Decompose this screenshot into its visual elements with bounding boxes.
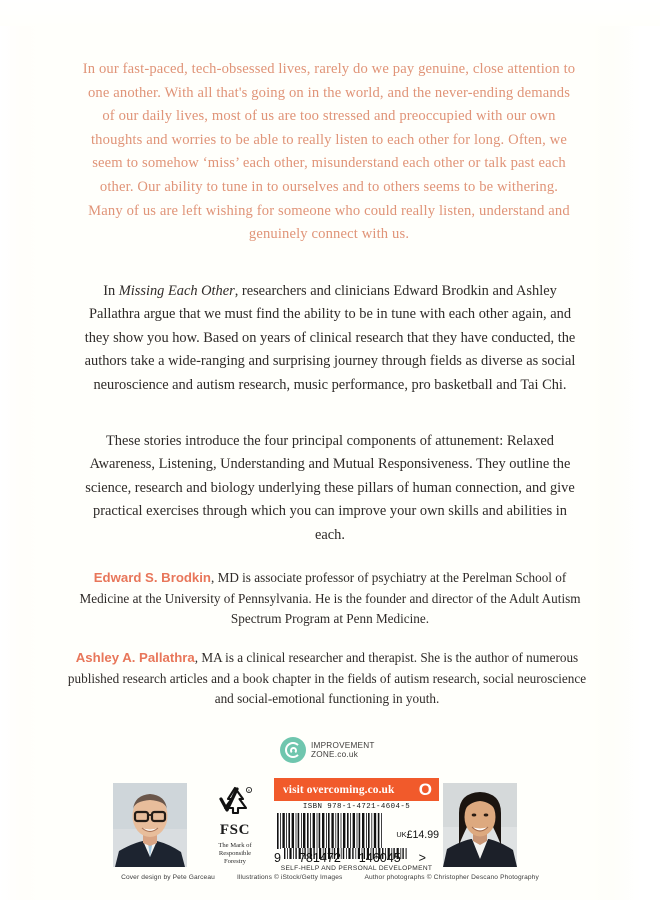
fsc-tagline-line2: Responsible [218,850,252,858]
author-bio-text-brodkin: , MD is associate professor of psychiatry at the Perelman School of Medicine at the University of Pennsylvania. He is the founder and director of the Adult Autism Spectrum Program at Penn Medicine. [79,570,581,627]
paragraph-2-rest: , researchers and clinicians Edward Brodkin and Ashley Pallathra argue that we must find the ability to be in tune with each other again, and they show you how. Based on years of clinical research that they have conducted, the authors take a wide-ranging and surprising journey through fields as diverse as social neuroscience and autism research, music performance, pro basketball and Tai Chi. [84,283,576,393]
improvement-zone-logo [280,737,375,763]
fsc-tagline [206,842,264,867]
lead-blurb-paragraph: In our fast-paced, tech-obsessed lives, rarely do we pay genuine, close attention to one another. With all that's going on in the world, and the never-ending demands of our daily lives, most of us are too stressed and preoccupied with our own thoughts and worries to be able to really listen to each other for long. Often, we seem to somehow ‘miss’ each other, misunderstand each other or talk past each other. Our ability to tune in to ourselves and to others seems to be withering. Many of us are left wishing for someone who could really listen, understand and genuinely connect with us. [82,61,576,243]
paragraph-2-lead-in: In [103,283,119,299]
improvement-zone-line1: IMPROVEMENT [311,740,375,750]
author-name-brodkin: Edward S. Brodkin [93,570,211,585]
overcoming-logo-icon: O [418,780,432,799]
spiral-circle-icon [280,737,306,763]
barcode-bars-row [274,813,439,849]
ean-row [274,848,439,865]
ean-suffix: > [418,851,426,865]
book-title-italic: Missing Each Other [118,283,235,299]
fsc-wordmark: FSC [219,822,251,838]
author-photo-pallathra-image [443,783,517,867]
price-amount: £14.99 [406,829,439,841]
visit-website-banner[interactable] [274,778,439,801]
fsc-tagline-line3: Forestry [224,858,246,866]
author-photo-brodkin-image [113,783,187,867]
book-category-label: SELF-HELP AND PERSONAL DEVELOPMENT [280,865,433,872]
ean-prefix-digit: 9 [274,851,282,865]
fsc-logo [206,786,264,867]
author-name-pallathra: Ashley A. Pallathra [75,650,195,665]
visit-website-text: visit overcoming.co.uk [283,783,395,796]
credit-illustrations: Illustrations © iStock/Getty Images [236,874,343,881]
price-label [396,829,439,841]
isbn-text: ISBN 978-1-4721-4604-5 [302,803,411,811]
barcode-block [274,803,439,872]
fsc-tagline-line1: The Mark of [218,842,252,849]
author-photo-pallathra [443,783,517,867]
author-bio-pallathra [62,648,592,710]
credit-author-photos: Author photographs © Christopher Descano Photography [364,874,539,881]
ean-group-2: 146045 [358,851,401,865]
isbn-barcode-icon [276,813,384,849]
improvement-zone-wordmark [311,741,375,760]
credits-line [60,874,600,881]
author-photo-brodkin [113,783,187,867]
price-currency-region: UK [396,830,407,839]
credit-cover-design: Cover design by Pete Garceau [121,874,215,881]
author-bio-brodkin [76,568,584,630]
blurb-paragraph-2 [84,280,576,397]
fsc-tree-checkmark-icon [206,786,264,816]
blurb-paragraph-3: These stories introduce the four principal components of attunement: Relaxed Awareness, Listening, Understanding and Mutual Responsiveness. They outline the science, research and biology underlying these pillars of human connection, and give practical exercises through which you can improve your own skills and abilities in each. [85,433,575,543]
improvement-zone-line2: ZONE.co.uk [311,750,359,759]
ean-group-1: 781472 [298,851,341,865]
author-bio-text-pallathra: , MA is a clinical researcher and therapist. She is the author of numerous published research articles and a book chapter in the fields of autism research, social neuroscience and social-emotional functioning in youth. [67,650,587,707]
ean-digits [274,851,426,865]
svg-text:R: R [247,788,251,793]
